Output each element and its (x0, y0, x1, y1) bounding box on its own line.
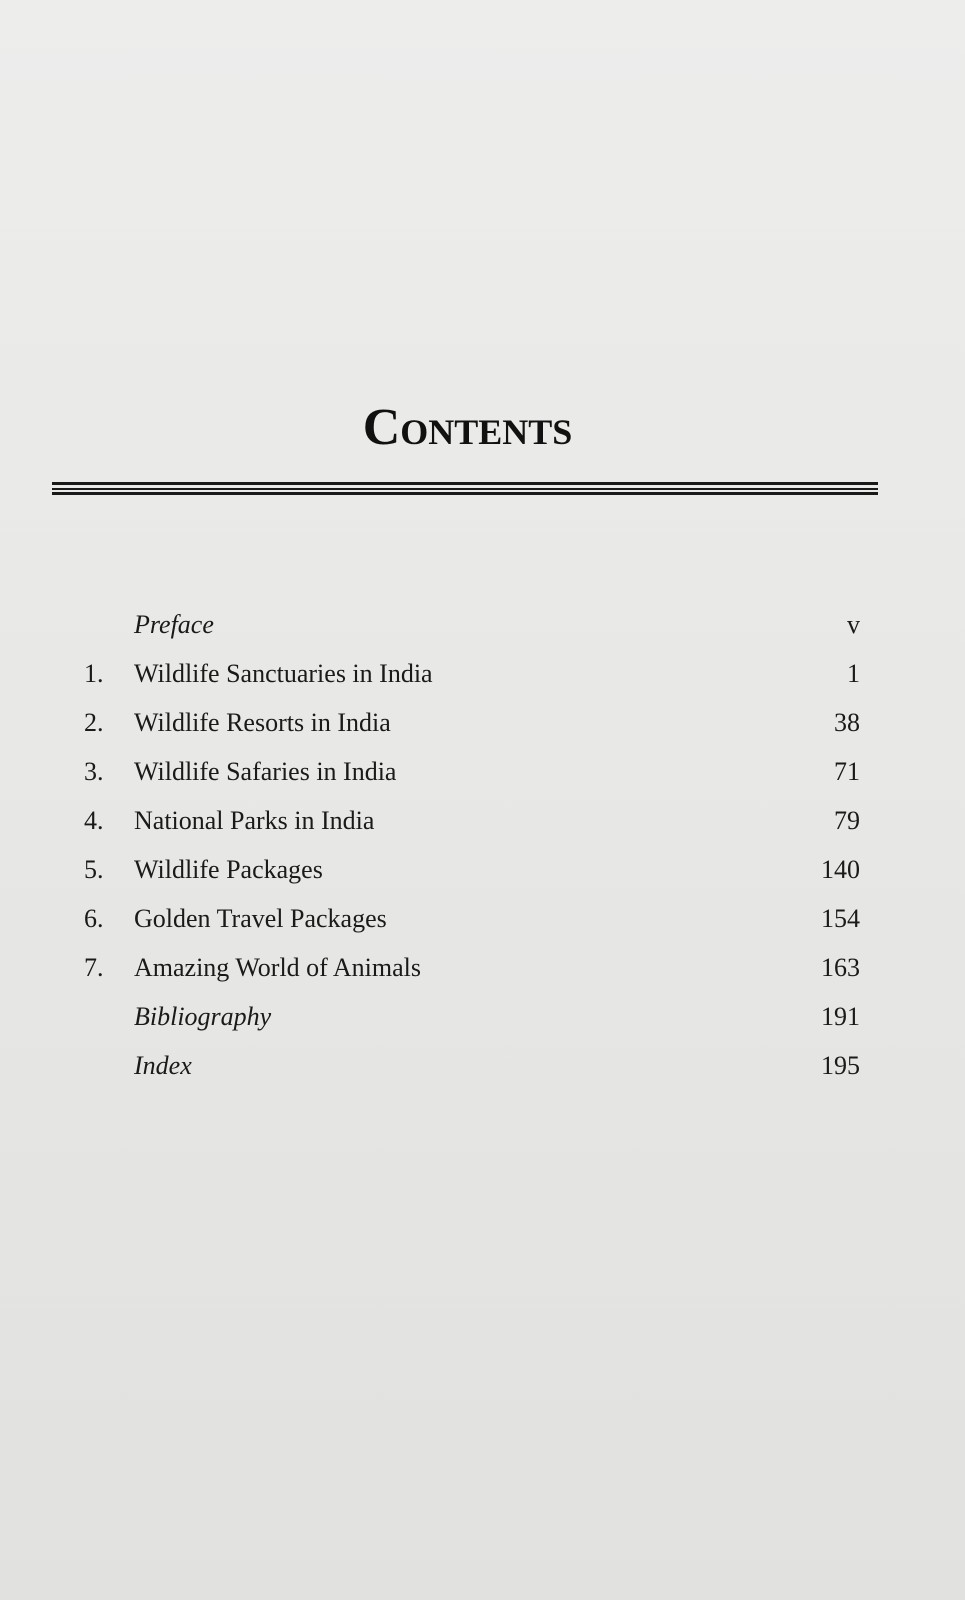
toc-entry-number: 2. (84, 708, 104, 737)
toc-entry-chapter-1 (84, 649, 860, 698)
toc-entry-page: 195 (821, 1051, 860, 1080)
toc-entry-chapter-7 (84, 943, 860, 992)
toc-entry-title: Wildlife Resorts in India (134, 708, 391, 737)
page-title: Contents (362, 399, 573, 456)
toc-entry-page: 79 (834, 806, 860, 835)
toc-entry-page: v (847, 610, 860, 639)
toc-entry-title: Wildlife Safaries in India (134, 757, 397, 786)
toc-entry-page: 38 (834, 708, 860, 737)
toc-entry-title: Bibliography (134, 1002, 272, 1031)
toc-entry-number: 4. (84, 806, 104, 835)
toc-entry-chapter-5 (84, 845, 860, 894)
toc-entry-page: 71 (834, 757, 860, 786)
toc-entry-chapter-6 (84, 894, 860, 943)
toc-entry-bibliography (84, 992, 860, 1041)
toc-entry-number: 3. (84, 757, 104, 786)
toc-entry-chapter-2 (84, 698, 860, 747)
toc-entry-page: 1 (847, 659, 860, 688)
title-rule-bottom (52, 492, 878, 495)
toc-entry-page: 154 (821, 904, 860, 933)
toc-entry-page: 191 (821, 1002, 860, 1031)
toc-entry-index (84, 1041, 860, 1090)
table-of-contents (84, 600, 860, 1090)
toc-entry-number: 1. (84, 659, 104, 688)
toc-entry-title: Amazing World of Animals (134, 953, 422, 982)
toc-entry-title: National Parks in India (134, 806, 375, 835)
toc-entry-title: Wildlife Sanctuaries in India (134, 659, 433, 688)
toc-entry-title: Index (134, 1051, 192, 1080)
toc-entry-number: 7. (84, 953, 104, 982)
toc-entry-title: Preface (134, 610, 214, 639)
title-rule-top (52, 482, 878, 485)
toc-entry-page: 140 (821, 855, 860, 884)
toc-entry-chapter-4 (84, 796, 860, 845)
toc-entry-number: 6. (84, 904, 104, 933)
toc-entry-chapter-3 (84, 747, 860, 796)
title-rule-middle (52, 488, 878, 490)
toc-entry-preface (84, 600, 860, 649)
toc-entry-title: Golden Travel Packages (134, 904, 387, 933)
toc-entry-number: 5. (84, 855, 104, 884)
toc-entry-page: 163 (821, 953, 860, 982)
toc-entry-title: Wildlife Packages (134, 855, 323, 884)
